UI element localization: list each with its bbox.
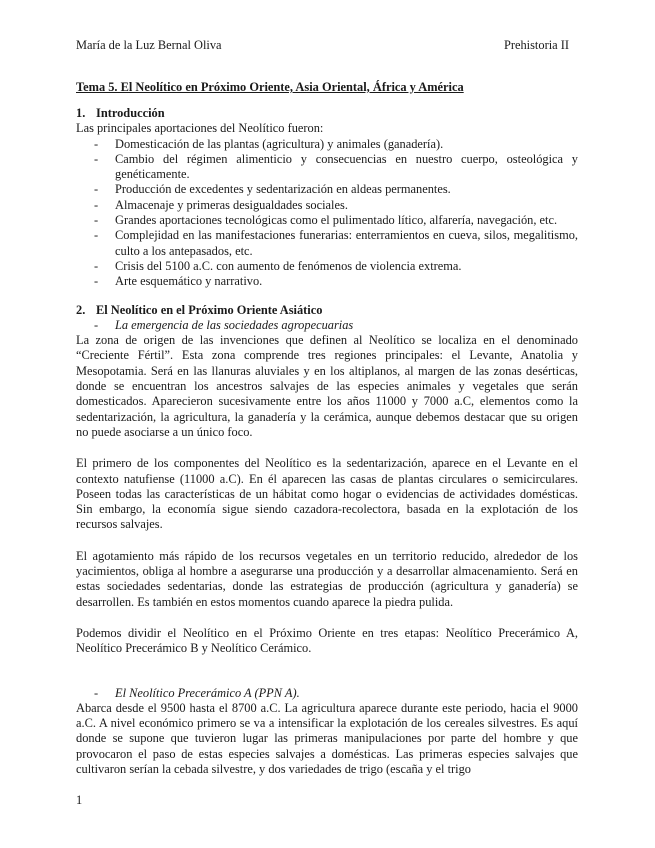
section-2-subheading: - La emergencia de las sociedades agropecuarias bbox=[94, 317, 354, 332]
list-item: - Almacenaje y primeras desigualdades sociales. bbox=[76, 198, 578, 213]
paragraph: El primero de los componentes del Neolítico es la sedentarización, aparece en el Levante en el contexto natufiense (11000 a.C). En él aparecen las casas de plantas circulares o semicirculares. Poseen todas las características de un hábitat como hogar o evidencias de actividades domésticas. Sin embargo, la economía sigue siendo cazadora-recolectora, basada en la explotación de los recursos salvajes. bbox=[76, 456, 578, 532]
section-1-heading bbox=[76, 106, 578, 121]
paragraph: Abarca desde el 9500 hasta el 8700 a.C. La agricultura aparece durante este periodo, hacia el 9000 a.C. A nivel económico primero se va a intensificar la explotación de los cereales silvestres. Es aquí donde se supone que tuvieron lugar las primeras manipulaciones por parte del hombre y que provocaron el paso de estas especies salvajes a domésticas. Las primeras especies salvajes que cultivaron serían la cebada silvestre, y dos variedades de trigo (escaña y el trigo bbox=[76, 700, 578, 776]
list-item: - Domesticación de las plantas (agricultura) y animales (ganadería). bbox=[76, 137, 578, 152]
list-item: - Arte esquemático y narrativo. bbox=[76, 274, 578, 289]
header-author: María de la Luz Bernal Oliva bbox=[76, 38, 222, 52]
list-item: - Producción de excedentes y sedentarización en aldeas permanentes. bbox=[76, 182, 578, 197]
list-item: - Cambio del régimen alimenticio y consecuencias en nuestro cuerpo, osteológica y genéticamente. bbox=[76, 152, 578, 183]
header-course: Prehistoria II bbox=[503, 38, 569, 52]
paragraph: Podemos dividir el Neolítico en el Próximo Oriente en tres etapas: Neolítico Precerámico A, Neolítico Precerámico B y Neolítico Cerámico. bbox=[76, 625, 578, 656]
document-body bbox=[76, 106, 578, 777]
document-title: Tema 5. El Neolítico en Próximo Oriente, Asia Oriental, África y América bbox=[76, 80, 464, 94]
section-2-title: El Neolítico en el Próximo Oriente Asiático bbox=[96, 302, 323, 317]
ppna-subheading: - El Neolítico Precerámico A (PPN A). bbox=[94, 685, 300, 700]
section-2-heading bbox=[76, 303, 578, 318]
section-1-title: Introducción bbox=[96, 106, 165, 120]
list-item: - Crisis del 5100 a.C. con aumento de fenómenos de violencia extrema. bbox=[76, 259, 578, 274]
section-1-number: 1. bbox=[76, 106, 86, 120]
subheading-text: La emergencia de las sociedades agropecuarias bbox=[115, 317, 354, 332]
paragraph: El agotamiento más rápido de los recursos vegetales en un territorio reducido, alrededor de los yacimientos, obliga al hombre a asegurarse una producción y a desarrollar almacenamiento. Será en estas sociedades sedentarias, donde las estrategias de producción (agricultura y ganadería) se desarrollen. Es también en estos momentos cuando aparece la piedra pulida. bbox=[76, 548, 578, 609]
paragraph: La zona de origen de las invenciones que definen al Neolítico se localiza en el denominado “Creciente Fértil”. Esta zona comprende tres regiones principales: el Levante, Anatolia y Mesopotamia. Será en las llanuras aluviales y en los altiplanos, al margen de las zonas desérticas, donde se encuentran los ancestros salvajes de las especies animales y vegetales que serán domesticados. Aparecieron sucesivamente entre los años 11000 y 7000 a.C, elementos como la sedentarización, la agricultura, la ganadería y la cerámica, aunque debemos destacar que su origen no puede asociarse a un único foco. bbox=[76, 333, 578, 439]
section-1-intro: Las principales aportaciones del Neolítico fueron: bbox=[76, 121, 324, 136]
page-header bbox=[76, 38, 569, 53]
list-item: - Grandes aportaciones tecnológicas como el pulimentado lítico, alfarería, navegación, etc. bbox=[76, 213, 578, 228]
page-number: 1 bbox=[76, 793, 83, 807]
subheading-text: El Neolítico Precerámico A (PPN A). bbox=[115, 685, 300, 700]
section-2-number: 2. bbox=[76, 302, 86, 317]
list-item: - Complejidad en las manifestaciones funerarias: enterramientos en cueva, silos, megalitismo, culto a los antepasados, etc. bbox=[76, 228, 578, 259]
contributions-list bbox=[76, 137, 578, 290]
